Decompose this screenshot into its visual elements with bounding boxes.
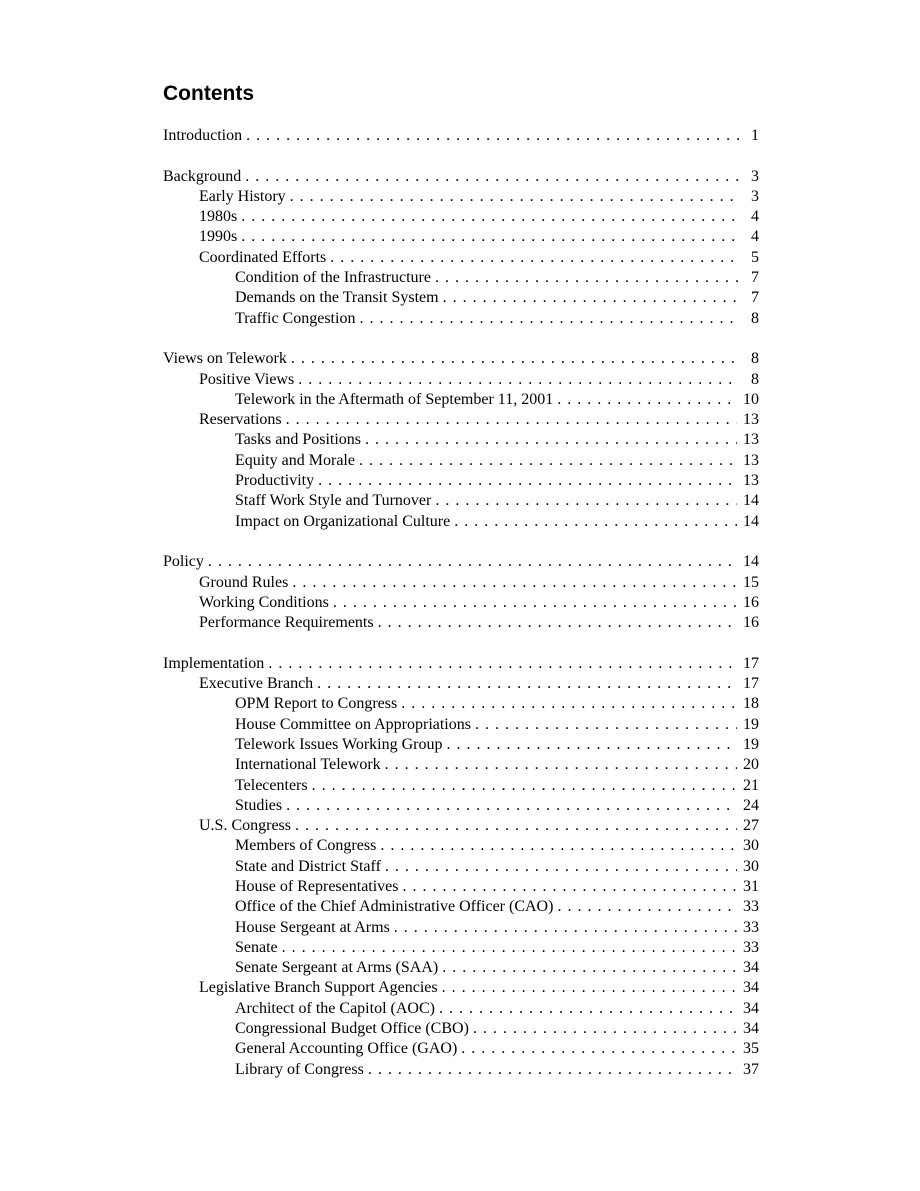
toc-entry-title: Impact on Organizational Culture [235,512,451,530]
dot-leader [291,349,739,369]
toc-entry[interactable] [163,836,759,856]
toc-entry-title: International Telework [235,756,381,774]
toc-entry[interactable] [163,430,759,450]
toc-entry-page-number: 7 [751,269,759,287]
toc-entry-title: Working Conditions [199,593,329,611]
dot-leader [359,309,739,329]
toc-entry-page-number: 33 [743,898,759,916]
toc-entry-page-number: 19 [743,715,759,733]
toc-entry-title: Equity and Morale [235,451,355,469]
toc-entry[interactable] [163,735,759,755]
toc-entry-page-number: 17 [743,654,759,672]
toc-entry-page-number: 34 [743,979,759,997]
dot-leader [557,897,737,917]
dot-leader [317,674,737,694]
toc-entry-page-number: 35 [743,1040,759,1058]
toc-entry[interactable] [163,1060,759,1080]
toc-entry-page-number: 16 [743,614,759,632]
dot-leader [241,207,739,227]
toc-entry-title: Demands on the Transit System [235,289,439,307]
toc-entry[interactable] [163,573,759,593]
toc-entry-title: Senate Sergeant at Arms (SAA) [235,959,439,977]
toc-entry-title: House Sergeant at Arms [235,918,390,936]
toc-entry[interactable] [163,167,759,187]
toc-entry-title: House of Representatives [235,877,399,895]
toc-entry-page-number: 3 [751,187,759,205]
dot-leader [435,491,737,511]
toc-entry-title: Tasks and Positions [235,431,361,449]
toc-entry-page-number: 21 [743,776,759,794]
toc-entry[interactable] [163,897,759,917]
dot-leader [312,776,737,796]
toc-entry-page-number: 18 [743,695,759,713]
toc-entry-page-number: 8 [751,370,759,388]
toc-entry[interactable] [163,715,759,735]
toc-entry-page-number: 20 [743,756,759,774]
toc-entry[interactable] [163,370,759,390]
toc-entry-title: General Accounting Office (GAO) [235,1040,458,1058]
contents-heading: Contents [163,82,254,105]
toc-entry[interactable] [163,1019,759,1039]
toc-entry-title: Positive Views [199,370,295,388]
toc-entry-page-number: 37 [743,1060,759,1078]
dot-leader [330,248,739,268]
toc-entry-page-number: 14 [743,492,759,510]
dot-leader [333,593,737,613]
toc-entry[interactable] [163,999,759,1019]
dot-leader [461,1039,737,1059]
dot-leader [403,877,737,897]
dot-leader [282,938,737,958]
dot-leader [241,227,739,247]
toc-entry-title: OPM Report to Congress [235,695,398,713]
toc-entry[interactable] [163,227,759,247]
toc-entry-title: Telework Issues Working Group [235,735,443,753]
toc-entry-page-number: 27 [743,817,759,835]
dot-leader [298,370,739,390]
toc-entry[interactable] [163,1039,759,1059]
toc-entry-page-number: 13 [743,431,759,449]
toc-entry-page-number: 4 [751,208,759,226]
toc-entry-title: Early History [199,187,286,205]
toc-entry-title: Coordinated Efforts [199,248,327,266]
dot-leader [318,471,737,491]
toc-entry[interactable] [163,410,759,430]
toc-entry-page-number: 34 [743,999,759,1017]
toc-entry[interactable] [163,593,759,613]
dot-leader [245,167,739,187]
toc-entry-page-number: 34 [743,1020,759,1038]
toc-entry-page-number: 8 [751,350,759,368]
toc-entry-title: House Committee on Appropriations [235,715,471,733]
dot-leader [394,918,737,938]
toc-entry-title: U.S. Congress [199,817,292,835]
dot-leader [268,654,737,674]
toc-entry[interactable] [163,694,759,714]
toc-entry-title: Policy [163,553,204,571]
toc-entry-title: Reservations [199,411,282,429]
toc-entry-page-number: 13 [743,472,759,490]
toc-entry-page-number: 4 [751,228,759,246]
dot-leader [246,126,739,146]
toc-entry-title: Condition of the Infrastructure [235,269,431,287]
toc-entry-page-number: 30 [743,857,759,875]
toc-entry-title: 1980s [199,208,238,226]
table-of-contents [163,126,759,1080]
toc-entry-title: State and District Staff [235,857,381,875]
toc-entry-page-number: 33 [743,918,759,936]
toc-entry-page-number: 13 [743,451,759,469]
toc-entry-title: Telework in the Aftermath of September 11, 2001 [235,390,554,408]
toc-entry-title: Ground Rules [199,573,289,591]
toc-entry-title: Senate [235,938,278,956]
toc-entry[interactable] [163,857,759,877]
toc-entry-title: Office of the Chief Administrative Officer (CAO) [235,898,554,916]
toc-entry-title: Implementation [163,654,265,672]
dot-leader [443,288,739,308]
dot-leader [385,857,737,877]
dot-leader [286,796,737,816]
toc-entry-page-number: 31 [743,877,759,895]
toc-entry[interactable] [163,309,759,329]
toc-entry-page-number: 13 [743,411,759,429]
toc-entry-title: Introduction [163,127,243,144]
toc-entry-page-number: 10 [743,390,759,408]
toc-entry[interactable] [163,451,759,471]
toc-entry-page-number: 7 [751,289,759,307]
toc-entry-page-number: 34 [743,959,759,977]
toc-entry[interactable] [163,349,759,369]
toc-entry[interactable] [163,958,759,978]
toc-entry[interactable] [163,816,759,836]
toc-entry[interactable] [163,978,759,998]
toc-entry[interactable] [163,552,759,572]
toc-entry-page-number: 30 [743,837,759,855]
toc-entry-page-number: 1 [751,127,759,144]
dot-leader [380,836,737,856]
toc-entry[interactable] [163,755,759,775]
toc-entry-title: Performance Requirements [199,614,374,632]
toc-entry-title: Traffic Congestion [235,309,356,327]
toc-entry-page-number: 14 [743,512,759,530]
toc-entry[interactable] [163,390,759,410]
toc-entry-title: Productivity [235,472,315,490]
toc-entry-page-number: 16 [743,593,759,611]
toc-entry[interactable] [163,877,759,897]
toc-entry-page-number: 8 [751,309,759,327]
toc-entry-title: Members of Congress [235,837,377,855]
toc-entry-title: Legislative Branch Support Agencies [199,979,438,997]
dot-leader [473,1019,737,1039]
toc-entry-title: 1990s [199,228,238,246]
toc-entry-page-number: 24 [743,796,759,814]
dot-leader [290,187,739,207]
toc-entry[interactable] [163,491,759,511]
dot-leader [359,451,737,471]
toc-entry-page-number: 15 [743,573,759,591]
toc-entry[interactable] [163,288,759,308]
toc-entry[interactable] [163,471,759,491]
toc-entry-title: Executive Branch [199,675,314,693]
toc-entry[interactable] [163,126,759,146]
toc-entry[interactable] [163,918,759,938]
dot-leader [378,613,737,633]
toc-entry[interactable] [163,796,759,816]
toc-entry-page-number: 3 [751,167,759,185]
dot-leader [292,573,737,593]
dot-leader [286,410,737,430]
toc-entry-title: Telecenters [235,776,308,794]
dot-leader [365,430,737,450]
toc-entry-page-number: 33 [743,938,759,956]
toc-entry-title: Library of Congress [235,1060,364,1078]
toc-entry[interactable] [163,248,759,268]
dot-leader [401,694,737,714]
dot-leader [435,268,739,288]
dot-leader [454,512,737,532]
dot-leader [385,755,737,775]
dot-leader [475,715,737,735]
dot-leader [442,958,737,978]
toc-entry[interactable] [163,654,759,674]
dot-leader [439,999,737,1019]
toc-entry-page-number: 17 [743,675,759,693]
toc-entry-title: Congressional Budget Office (CBO) [235,1020,469,1038]
toc-entry-page-number: 14 [743,553,759,571]
toc-entry[interactable] [163,938,759,958]
dot-leader [368,1060,737,1080]
toc-entry-title: Studies [235,796,283,814]
toc-entry-title: Views on Telework [163,350,287,368]
toc-entry-title: Architect of the Capitol (AOC) [235,999,435,1017]
dot-leader [446,735,737,755]
toc-entry[interactable] [163,776,759,796]
toc-entry[interactable] [163,512,759,532]
toc-entry[interactable] [163,613,759,633]
dot-leader [295,816,737,836]
toc-entry-title: Background [163,167,242,185]
toc-entry[interactable] [163,207,759,227]
toc-entry[interactable] [163,187,759,207]
toc-entry-page-number: 5 [751,248,759,266]
toc-entry[interactable] [163,268,759,288]
dot-leader [442,978,737,998]
toc-entry-page-number: 19 [743,735,759,753]
dot-leader [208,552,737,572]
dot-leader [557,390,737,410]
toc-entry-title: Staff Work Style and Turnover [235,492,432,510]
toc-entry[interactable] [163,674,759,694]
